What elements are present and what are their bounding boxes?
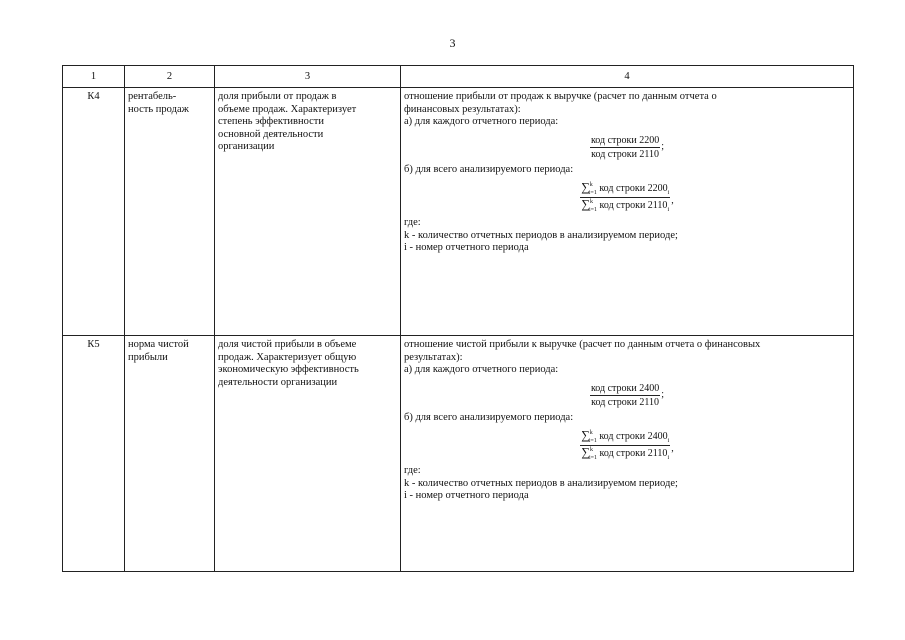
table-row-k4 bbox=[63, 88, 854, 336]
description-line: экономическую эффективность bbox=[218, 364, 359, 375]
description-line: основной деятельности bbox=[218, 128, 324, 140]
fraction-denominator: код строки 2110 bbox=[591, 148, 660, 160]
formula-punctuation: ; bbox=[661, 389, 665, 400]
sum-index: i bbox=[667, 190, 670, 196]
formula-punctuation: , bbox=[671, 194, 674, 206]
header-col-1: 1 bbox=[63, 66, 125, 88]
description-line: организации bbox=[218, 141, 275, 152]
indicator-name-line: норма чистой bbox=[128, 339, 189, 350]
calc-k-note: k - количество отчетных периодов в анализируемом периоде; bbox=[404, 477, 678, 489]
calc-i-note: i - номер отчетного периода bbox=[404, 490, 529, 501]
sum-lower-limit: i=1 bbox=[588, 438, 597, 444]
description-line: продаж. Характеризует общую bbox=[218, 351, 357, 363]
indicator-name-line: ность продаж bbox=[128, 103, 189, 115]
sum-fraction bbox=[580, 430, 670, 461]
header-col-3: 3 bbox=[215, 66, 401, 88]
calc-b-label: б) для всего анализируемого периода: bbox=[404, 411, 574, 423]
indicator-code: К4 bbox=[63, 88, 125, 336]
calc-i-note: i - номер отчетного периода bbox=[404, 242, 529, 253]
sum-upper-limit: k bbox=[589, 430, 593, 436]
fraction-numerator: код строки 2200 bbox=[590, 134, 660, 146]
indicator-name bbox=[125, 88, 215, 336]
sum-numerator bbox=[580, 182, 670, 198]
sum-numerator bbox=[580, 430, 670, 446]
page-number: 3 bbox=[449, 36, 456, 50]
calc-intro-line: отношение чистой прибыли к выручке (расчет по данным отчета о финансовых bbox=[404, 339, 761, 350]
table-header-row bbox=[63, 66, 854, 88]
calc-intro-line: результатах): bbox=[404, 351, 463, 363]
indicator-description bbox=[215, 336, 401, 572]
sigma-icon: ∑ bbox=[581, 428, 590, 442]
indicators-table bbox=[62, 65, 854, 572]
sum-formula bbox=[404, 430, 850, 461]
sum-denominator bbox=[581, 198, 669, 213]
sigma-icon: ∑ bbox=[581, 180, 590, 194]
indicator-code: К5 bbox=[63, 336, 125, 572]
calc-intro-line: отношение прибыли от продаж к выручке (расчет по данным отчета о bbox=[404, 91, 717, 102]
sigma-icon: ∑ bbox=[581, 197, 590, 211]
sum-formula bbox=[404, 182, 850, 213]
description-line: деятельности организации bbox=[218, 376, 338, 388]
table-row-k5 bbox=[63, 336, 854, 572]
calc-b-label: б) для всего анализируемого периода: bbox=[404, 163, 574, 175]
fraction bbox=[590, 383, 660, 408]
formula-punctuation: ; bbox=[661, 141, 665, 152]
period-formula bbox=[404, 135, 850, 160]
indicator-calculation bbox=[401, 88, 854, 336]
sum-numerator-text: код строки 2400 bbox=[599, 431, 668, 442]
fraction-denominator: код строки 2110 bbox=[591, 396, 660, 408]
indicator-name-line: прибыли bbox=[128, 351, 168, 363]
calc-k-note: k - количество отчетных периодов в анализируемом периоде; bbox=[404, 229, 678, 241]
sum-denominator-text: код строки 2110 bbox=[599, 200, 668, 211]
calc-where: где: bbox=[404, 465, 421, 476]
sum-index: i bbox=[667, 455, 670, 461]
fraction bbox=[590, 135, 660, 160]
calc-a-label: а) для каждого отчетного периода: bbox=[404, 364, 559, 375]
sum-index: i bbox=[667, 438, 670, 444]
formula-punctuation: , bbox=[671, 442, 674, 454]
indicator-calculation bbox=[401, 336, 854, 572]
calc-a-label: а) для каждого отчетного периода: bbox=[404, 116, 559, 127]
indicator-description bbox=[215, 88, 401, 336]
sum-upper-limit: k bbox=[589, 447, 593, 453]
sum-numerator-text: код строки 2200 bbox=[599, 183, 668, 194]
sum-denominator-text: код строки 2110 bbox=[599, 448, 668, 459]
period-formula bbox=[404, 383, 850, 408]
sum-upper-limit: k bbox=[589, 182, 593, 188]
description-line: доля прибыли от продаж в bbox=[218, 91, 337, 102]
sum-denominator bbox=[581, 446, 669, 461]
sigma-icon: ∑ bbox=[581, 445, 590, 459]
sum-fraction bbox=[580, 182, 670, 213]
header-col-4: 4 bbox=[401, 66, 854, 88]
description-line: доля чистой прибыли в объеме bbox=[218, 339, 357, 350]
header-col-2: 2 bbox=[125, 66, 215, 88]
description-line: объеме продаж. Характеризует bbox=[218, 103, 357, 115]
calc-where: где: bbox=[404, 217, 421, 228]
fraction-numerator: код строки 2400 bbox=[590, 382, 660, 394]
calc-intro-line: финансовых результатах): bbox=[404, 103, 521, 115]
sum-lower-limit: i=1 bbox=[588, 455, 598, 461]
sum-lower-limit: i=1 bbox=[588, 207, 598, 213]
description-line: степень эффективности bbox=[218, 116, 324, 127]
sum-index: i bbox=[667, 207, 670, 213]
sum-lower-limit: i=1 bbox=[588, 190, 597, 196]
indicator-name bbox=[125, 336, 215, 572]
sum-upper-limit: k bbox=[589, 199, 593, 205]
indicator-name-line: рентабель- bbox=[128, 91, 177, 102]
